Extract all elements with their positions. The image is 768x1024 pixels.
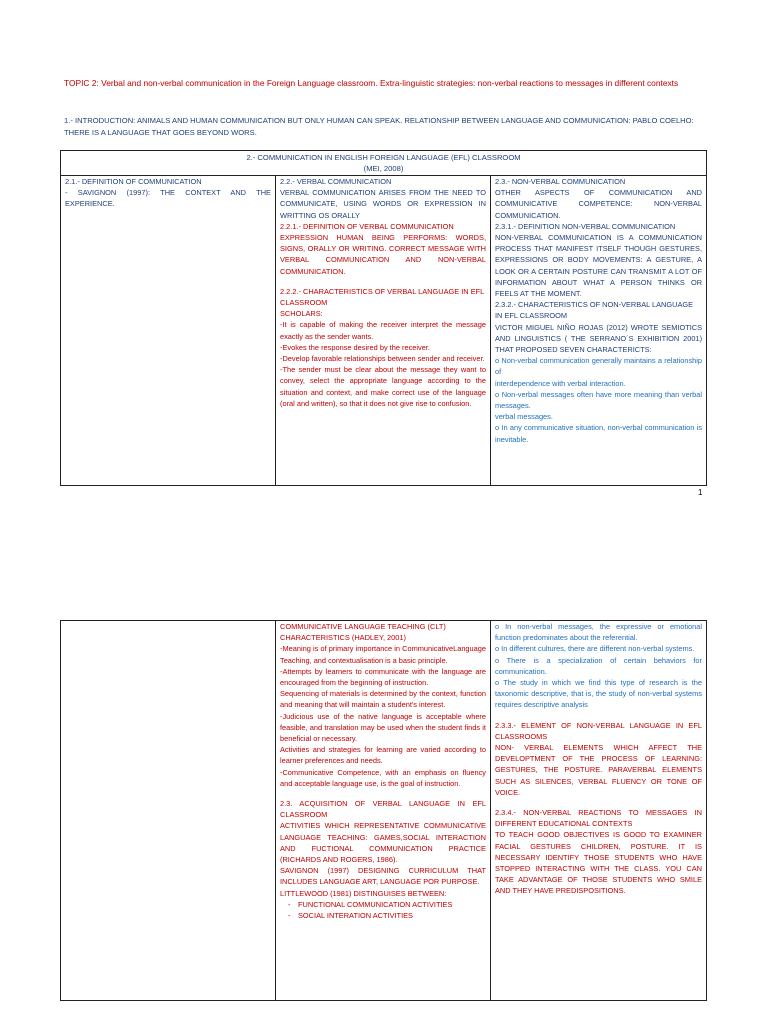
column-non-verbal-continued bbox=[491, 621, 707, 1001]
col2-heading: 2.2.- VERBAL COMMUNICATION bbox=[280, 177, 392, 186]
col1-heading: 2.1.- DEFINITION OF COMMUNICATION bbox=[65, 177, 202, 186]
list-item: verbal messages. bbox=[495, 412, 553, 422]
communication-table-page-1 bbox=[60, 150, 707, 486]
littlewood-text: LITTLEWOOD (1981) DISTINGUISES BETWEEN: bbox=[280, 888, 447, 898]
elements-heading: 2.3.3.- ELEMENT OF NON-VERBAL LANGUAGE IN EFL CLASSROOMS bbox=[495, 720, 702, 741]
list-item: o In any communicative situation, non-verbal communication is inevitable. bbox=[495, 423, 703, 444]
list-item: -The sender must be clear about the message they want to convey, select the appropriate language according to the situation and context, and make correct use of the language (oral and written), so that it does not give rise to confusion. bbox=[280, 365, 486, 408]
col3-char-text: VICTOR MIGUEL NIÑO ROJAS (2012) WROTE SEMIOTICS AND LINGUISTICS ( THE SERRANO´S EXHIBITION 2001) THAT PROPOSED SEVEN CHARACTERICTS: bbox=[495, 322, 703, 355]
list-item: -Attempts by learners to communicate with the language are encouraged from the beginning of instruction. bbox=[280, 666, 486, 688]
list-item: o In non-verbal messages, the expressive or emotional function predominates about the referential. bbox=[495, 622, 702, 643]
col2-def-heading: 2.2.1.- DEFINITION OF VERBAL COMMUNICATION bbox=[280, 221, 454, 231]
acquisition-text: ACTIVITIES WHICH REPRESENTATIVE COMMUNICATIVE LANGUAGE TEACHING: GAMES,SOCIAL INTERACTION AND FUCTIONAL COMMUNICATION PRACTICE (RICHARDS AND ROGERS, 1986). bbox=[280, 821, 486, 865]
column-verbal-communication bbox=[276, 176, 491, 486]
list-item: Sequencing of materials is determined by the context, function and meaning that will maintain a student's interest. bbox=[280, 689, 486, 710]
col3-text: OTHER ASPECTS OF COMMUNICATION AND COMMUNICATIVE COMPETENCE: NON-VERBAL COMMUNICATION. bbox=[495, 188, 703, 220]
page-number: 1 bbox=[698, 488, 703, 497]
col1-text: - SAVIGNON (1997): THE CONTEXT AND THE EXPERIENCE. bbox=[65, 188, 271, 209]
col3-def-text: NON-VERBAL COMMUNICATION IS A COMMUNICATION PROCESS THAT MANIFEST ITSELF THOUGH GESTURES, EXPRESSIONS OR BODY MOVEMENTS: A GESTURE, A LOOK OR A CERTAIN POSTURE CAN TRANSMIT A LOT OF INFORMATION ABOUT WHAT A PERSON THINKS OR FEELS AT THE MOMENT. bbox=[495, 233, 703, 299]
list-item: -Communicative Competence, with an emphasis on fluency and acceptable language use, is the goal of instruction. bbox=[280, 767, 486, 788]
acquisition-heading: 2.3. ACQUISITION OF VERBAL LANGUAGE IN EFL CLASSROOM bbox=[280, 799, 486, 820]
elements-text: NON- VERBAL ELEMENTS WHICH AFFECT THE DEVELOPTMENT OF THE PROCESS OF LEARNING: GESTURES, THE POSTURE. PARAVERBAL ELEMENTS SUCH AS SILENCES, VERBAL FLUENCY OR TONE OF VOICE. bbox=[495, 743, 702, 797]
col2-def-text: EXPRESSION HUMAN BEING PERFORMS: WORDS, SIGNS, ORALLY OR WRITING. CORRECT MESSAGE WITH VERBAL COMMUNICATION AND NON-VERBAL COMMUNICATION. bbox=[280, 233, 486, 276]
list-item: interdependence with verbal interaction. bbox=[495, 378, 626, 388]
col3-char-heading: 2.3.2.- CHARACTERISTICS OF NON-VERBAL LANGUAGE IN EFL CLASSROOM bbox=[495, 300, 694, 321]
savignon-text: SAVIGNON (1997) DESIGNING CURRICULUM THAT INCLUDES LANGUAGE ART, LANGUAGE POR PURPOSE. bbox=[280, 866, 486, 887]
col2-text: VERBAL COMMUNICATION ARISES FROM THE NEED TO COMMUNICATE, USING WORDS OR EXPRESSION IN WRITTING OS ORALLY bbox=[280, 188, 486, 220]
list-item: o In different cultures, there are different non-verbal systems. bbox=[495, 644, 695, 654]
col3-def-heading: 2.3.1.- DEFINITION NON-VERBAL COMMUNICATION bbox=[495, 221, 676, 231]
list-item: -Develop favorable relationships between sender and receiver. bbox=[280, 354, 485, 364]
list-item: -Judicious use of the native language is acceptable where feasible, and translation may be used when the student finds it beneficial or necessary. bbox=[280, 711, 486, 744]
col2-scholars: SCHOLARS: bbox=[280, 309, 323, 319]
column-empty bbox=[61, 621, 276, 1001]
list-item: o The study in which we find this type of research is the taxonomic descriptive, that is, the study of non-verbal systems requires descriptive analysis bbox=[495, 678, 702, 710]
list-item: -Meaning is of primary importance in CommunicativeLanguage Teaching, and contextualisation is a basic principle. bbox=[280, 644, 486, 665]
table-header-title: 2.- COMMUNICATION IN ENGLISH FOREIGN LANGUAGE (EFL) CLASSROOM bbox=[246, 153, 521, 162]
list-item: Activities and strategies for learning are varied according to learner preferences and needs. bbox=[280, 745, 486, 766]
col2-char-heading: 2.2.2.- CHARACTERISTICS OF VERBAL LANGUAGE IN EFL CLASSROOM bbox=[280, 286, 484, 308]
document-title: TOPIC 2: Verbal and non-verbal communication in the Foreign Language classroom. Extra-linguistic strategies: non-verbal reactions to messages in different contexts bbox=[64, 78, 679, 88]
reactions-heading: 2.3.4.- NON-VERBAL REACTIONS TO MESSAGES IN DIFFERENT EDUCATIONAL CONTEXTS bbox=[495, 808, 702, 829]
list-item: -Evokes the response desired by the receiver. bbox=[280, 342, 430, 352]
list-item: - FUNCTIONAL COMMUNICATION ACTIVITIES bbox=[280, 899, 486, 910]
clt-heading: COMMUNICATIVE LANGUAGE TEACHING (CLT) bbox=[280, 622, 446, 631]
introduction: 1.- INTRODUCTION: ANIMALS AND HUMAN COMMUNICATION BUT ONLY HUMAN CAN SPEAK. RELATIONSHIP BETWEEN LANGUAGE AND COMMUNICATION: PABLO COELHO: THERE IS A LANGUAGE THAT GOES BEYOND WORS. bbox=[64, 116, 694, 137]
column-non-verbal-communication bbox=[491, 176, 707, 486]
clt-subheading: CHARACTERISTICS (HADLEY, 2001) bbox=[280, 633, 406, 643]
column-clt bbox=[276, 621, 491, 1001]
list-item: o Non-verbal messages often have more meaning than verbal messages. bbox=[495, 389, 703, 411]
communication-table-page-2 bbox=[60, 620, 707, 1001]
col3-heading: 2.3.- NON-VERBAL COMMUNICATION bbox=[495, 177, 626, 186]
list-item: o Non-verbal communication generally maintains a relationship of bbox=[495, 356, 703, 377]
table-header bbox=[61, 151, 707, 176]
list-item: o There is a specialization of certain behaviors for communication. bbox=[495, 655, 702, 676]
list-item: - SOCIAL INTERATION ACTIVITIES bbox=[280, 910, 486, 921]
reactions-text: TO TEACH GOOD OBJECTIVES IS GOOD TO EXAMINER FACIAL GESTURES CHILDREN, POSTURE. IT IS NECESSARY IDENTIFY THOSE STUDENTS WHO HAVE STOPPED INTERACTING WITH THE CLASS. YOU CAN TAKE ADVANTAGE OF THOSE STUDENTS WHO SMILE AND THEY HAVE PREDISPOSITIONS. bbox=[495, 830, 702, 896]
list-item: -It is capable of making the receiver interpret the message exactly as the sender wants. bbox=[280, 320, 486, 341]
table-header-source: (MEI, 2008) bbox=[363, 164, 404, 173]
column-communication-definition bbox=[61, 176, 276, 486]
